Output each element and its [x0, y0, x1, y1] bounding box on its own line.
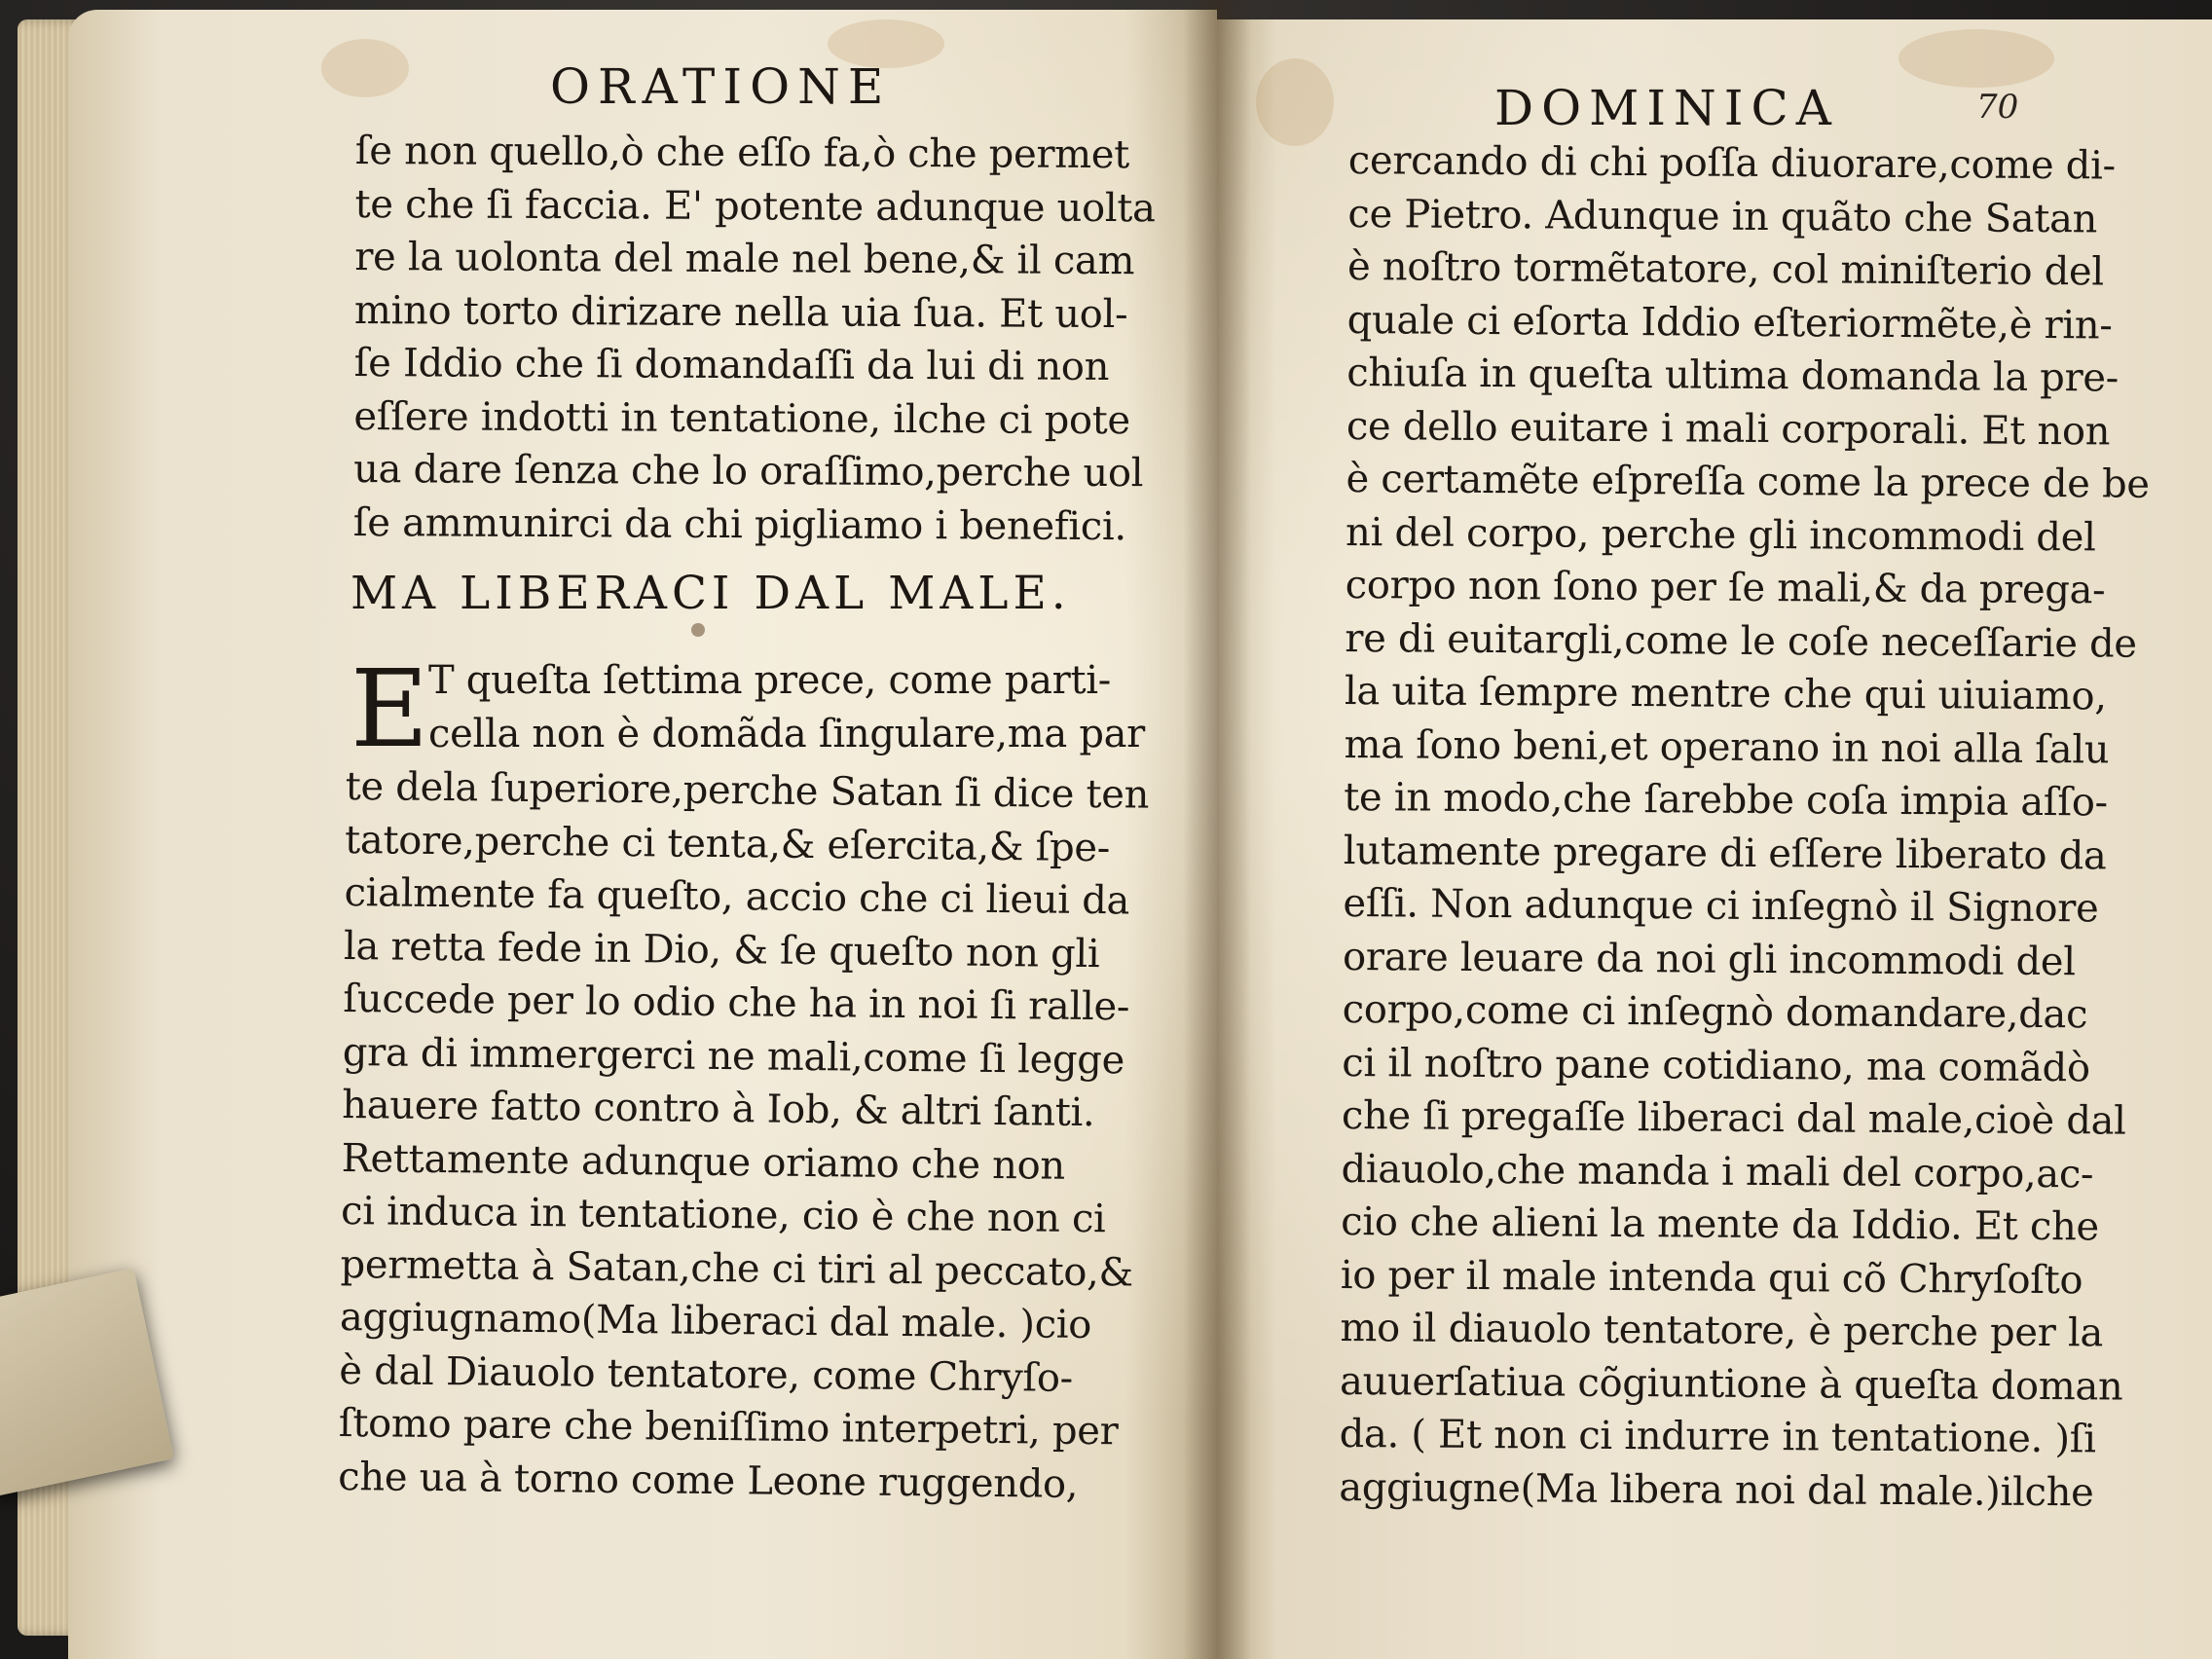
text-line: corpo,come ci inſegnò domandare,dac [1342, 986, 2088, 1038]
right-page [1217, 19, 2212, 1659]
left-page [68, 10, 1217, 1659]
text-line: T queſta ſettima prece, come parti- [428, 658, 1111, 703]
text-line: lutamente pregare di eſſere liberato da [1343, 828, 2107, 878]
page-number: 70 [1976, 88, 2019, 127]
text-line: ma ſono beni,et operano in noi alla ſalu [1344, 721, 2110, 772]
text-line: eſſi. Non adunque ci inſegnò il Signore [1343, 880, 2099, 932]
foxing-stain [1256, 58, 1334, 146]
text-line: ci induca in tentatione, cio è che non ci [340, 1188, 1106, 1242]
text-line: cialmente fa queſto, accio che ci lieui da [344, 869, 1130, 924]
text-line: quale ci eſorta Iddio eſteriormẽte,è rin- [1346, 297, 2113, 348]
left-text-indented [428, 654, 1145, 760]
text-line: ſtomo pare che beniſſimo interpetri, per [338, 1400, 1119, 1455]
text-line: cio che alieni la mente da Iddio. Et che [1341, 1198, 2100, 1250]
text-line: la retta fede in Dio, & ſe queſto non gli [343, 923, 1100, 977]
text-line: ſe Iddio che ſi domandaſſi da lui di non [353, 340, 1110, 390]
text-line: da. ( Et non ci indurre in tentatione. )ſi [1339, 1411, 2096, 1462]
text-line: ua dare ſenza che lo oraſſimo,perche uol [353, 446, 1144, 497]
text-line: cella non è domãda ſingulare,ma par [428, 711, 1146, 756]
text-line: gra di immergerci ne mali,come ſi legge [342, 1029, 1125, 1083]
foxing-stain [1899, 29, 2054, 88]
text-line: te in modo,che ſarebbe coſa impia aſſo- [1344, 774, 2109, 826]
text-line: aggiugnamo(Ma liberaci dal male. )cio [339, 1294, 1092, 1348]
text-line: te dela ſuperiore,perche Satan ſi dice ten [345, 763, 1150, 818]
text-line: ce Pietro. Adunque in quãto che Satan [1347, 191, 2098, 241]
text-line: la uita ſempre mentre che qui uiuiamo, [1344, 668, 2107, 719]
text-line: che ſi pregaſſe liberaci dal male,cioè dal [1341, 1092, 2126, 1144]
left-text-top [353, 125, 1156, 553]
text-line: chiuſa in queſta ultima domanda la pre- [1346, 350, 2120, 401]
running-head-right: DOMINICA [1494, 80, 1839, 136]
text-line: è noſtro tormẽtatore, col miniſterio del [1346, 243, 2105, 295]
text-line: ce dello euitare i mali corporali. Et non [1346, 403, 2111, 454]
text-line: re di euitargli,come le coſe neceſſarie de [1345, 615, 2137, 667]
text-line: ſuccede per lo odio che ha in noi ſi ralle- [343, 976, 1130, 1030]
text-line: auuerſatiua cõgiuntione à queſta doman [1339, 1358, 2123, 1410]
drop-cap: E [350, 646, 429, 771]
text-line: hauere fatto contro à Iob, & altri ſanti. [342, 1082, 1095, 1136]
text-line: Rettamente adunque oriamo che non [341, 1135, 1066, 1189]
text-line: cercando di chi poſſa diuorare,come di- [1347, 137, 2116, 189]
text-line: re la uolonta del male nel bene,& il cam [354, 234, 1135, 284]
text-line: diauolo,che manda i mali del corpo,ac- [1341, 1146, 2094, 1197]
section-heading: MA LIBERACI DAL MALE. [350, 567, 1071, 620]
text-line: corpo non ſono per ſe mali,& da prega- [1345, 562, 2106, 613]
foxing-stain [691, 623, 705, 637]
right-text [1339, 134, 2152, 1520]
text-line: eſſere indotti in tentatione, ilche ci pote [353, 393, 1130, 443]
text-line: aggiugne(Ma libera noi dal male.)ilche [1339, 1464, 2094, 1515]
text-line: ſe non quello,ò che eſſo fa,ò che permet [354, 128, 1130, 178]
text-line: permetta à Satan,che ci tiri al peccato,& [340, 1241, 1134, 1295]
text-line: ni del corpo, perche gli incommodi del [1345, 509, 2096, 560]
text-line: orare leuare da noi gli incommodi del [1342, 934, 2076, 984]
text-line: mino torto dirizare nella uia ſua. Et uol- [353, 287, 1128, 337]
text-line: è dal Diauolo tentatore, come Chryſo- [339, 1347, 1074, 1401]
text-line: ci il noſtro pane cotidiano, ma comãdò [1342, 1040, 2090, 1090]
text-line: tatore,perche ci tenta,& eſercita,& ſpe- [344, 817, 1111, 870]
text-line: ſe ammunirci da chi pigliamo i benefici. [352, 499, 1126, 549]
text-line: io per il male intenda qui cõ Chryſoſto [1340, 1252, 2083, 1303]
left-text-body [338, 760, 1149, 1512]
text-line: te che ſi faccia. E' potente adunque uolta [354, 181, 1156, 231]
text-line: che ua à torno come Leone ruggendo, [338, 1454, 1079, 1507]
running-head-left: ORATIONE [550, 58, 892, 115]
foxing-stain [321, 39, 409, 97]
text-line: mo il diauolo tentatore, è perche per la [1340, 1305, 2104, 1356]
text-line: è certamẽte eſpreſſa come la prece de be [1346, 456, 2150, 507]
